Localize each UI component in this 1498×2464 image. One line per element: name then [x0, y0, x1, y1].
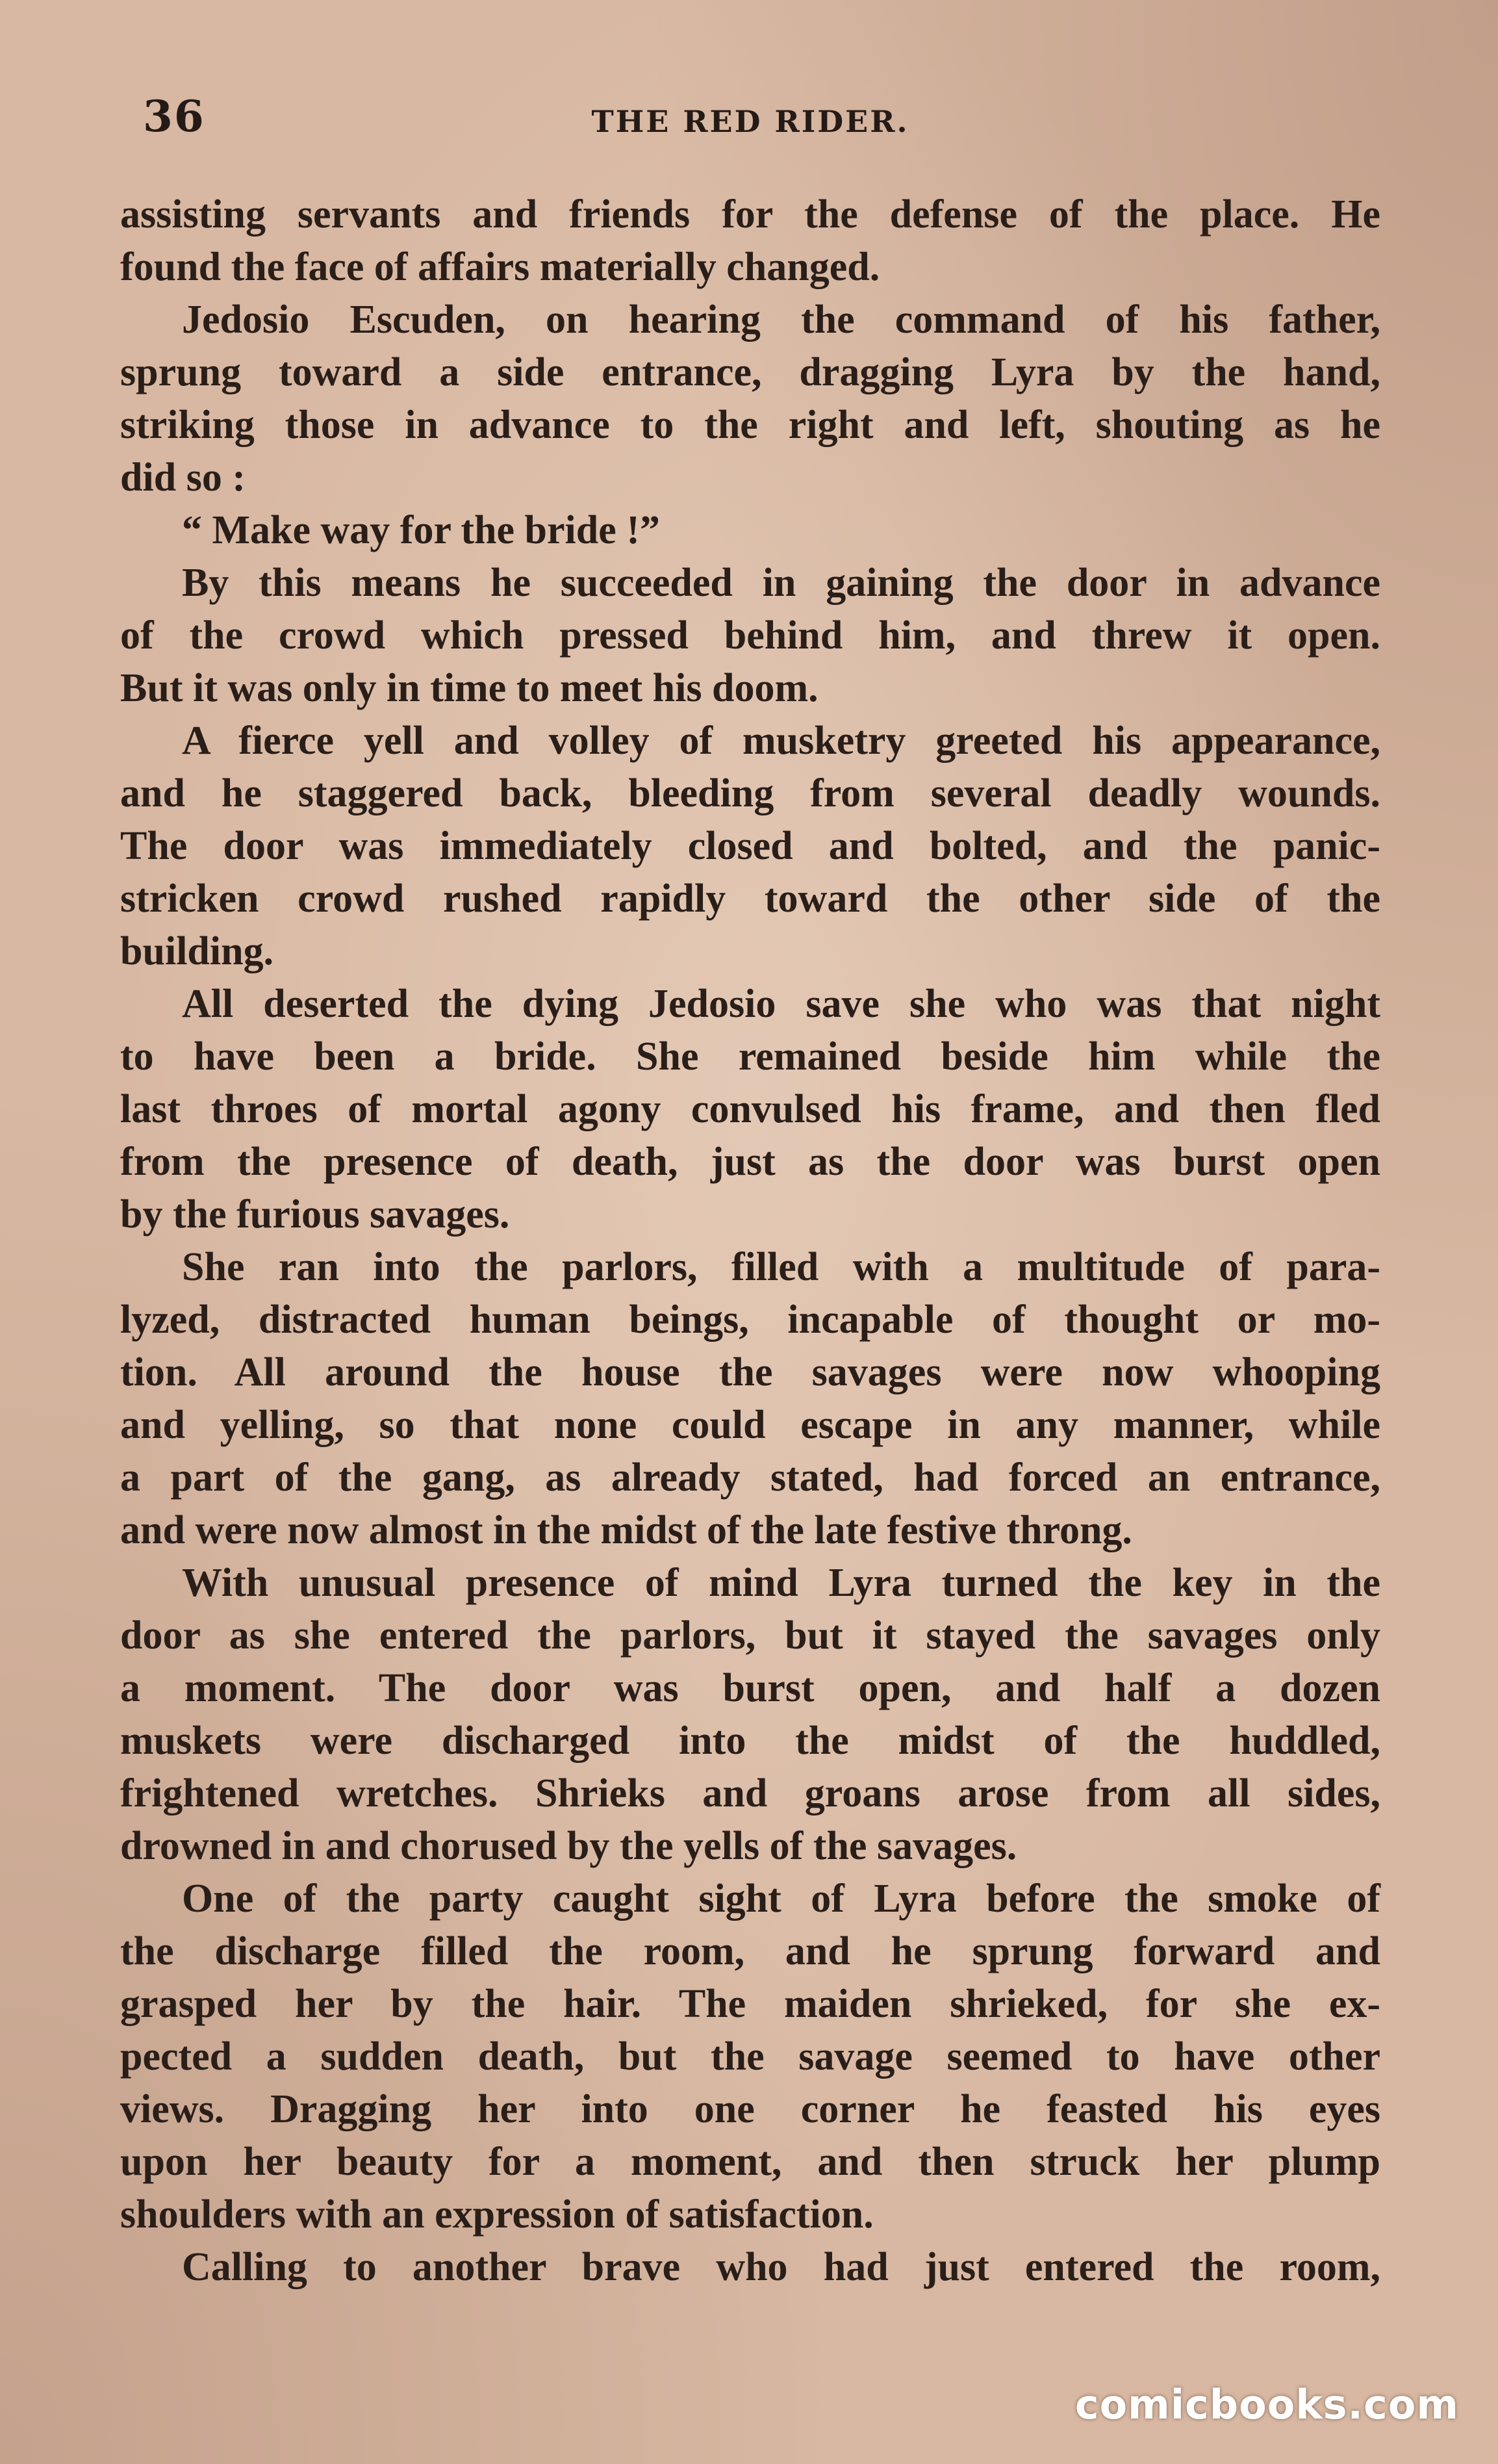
text-line: a moment. The door was burst open, and half a dozen — [120, 1666, 1380, 1710]
text-line: a part of the gang, as already stated, had forced an entrance, — [120, 1456, 1380, 1500]
text-line: stricken crowd rushed rapidly toward the other side of the — [120, 877, 1380, 921]
text-line: of the crowd which pressed behind him, and threw it open. — [120, 613, 1380, 658]
page-number: 36 — [143, 91, 205, 142]
source-watermark: comicbooks.com — [1074, 2381, 1459, 2428]
text-line: pected a sudden death, but the savage seemed to have other — [120, 2034, 1380, 2079]
text-line: grasped her by the hair. The maiden shrieked, for she ex- — [120, 1982, 1380, 2026]
text-line: to have been a bride. She remained beside him while the — [120, 1034, 1380, 1079]
text-line: and were now almost in the midst of the late festive throng. — [120, 1508, 1132, 1552]
text-line: lyzed, distracted human beings, incapable of thought or mo- — [120, 1298, 1380, 1342]
text-line: door as she entered the parlors, but it stayed the savages only — [120, 1613, 1380, 1658]
text-line: shoulders with an expression of satisfaction. — [120, 2192, 874, 2237]
text-line: tion. All around the house the savages were now whooping — [120, 1350, 1380, 1394]
text-line: by the furious savages. — [120, 1192, 510, 1237]
text-line: and yelling, so that none could escape in any manner, while — [120, 1403, 1380, 1447]
text-line: The door was immediately closed and bolted, and the panic- — [120, 824, 1380, 868]
running-head — [123, 78, 1377, 149]
text-line: One of the party caught sight of Lyra before the smoke of — [182, 1877, 1380, 1921]
text-line: “ Make way for the bride !” — [182, 508, 660, 552]
text-line: did so : — [120, 456, 246, 500]
running-title: THE RED RIDER. — [591, 104, 909, 139]
text-line: building. — [120, 929, 274, 973]
text-line: striking those in advance to the right and left, shouting as he — [120, 403, 1380, 447]
text-line: All deserted the dying Jedosio save she who was that night — [182, 982, 1380, 1026]
body-text — [120, 188, 1380, 2294]
text-line: Jedosio Escuden, on hearing the command of his father, — [182, 298, 1380, 342]
text-line: from the presence of death, just as the door was burst open — [120, 1140, 1380, 1184]
text-line: drowned in and chorused by the yells of the savages. — [120, 1824, 1017, 1868]
text-line: views. Dragging her into one corner he feasted his eyes — [120, 2087, 1380, 2131]
text-line: the discharge filled the room, and he sprung forward and — [120, 1929, 1380, 1973]
text-line: With unusual presence of mind Lyra turned the key in the — [182, 1561, 1380, 1605]
text-line: and he staggered back, bleeding from several deadly wounds. — [120, 771, 1380, 815]
text-line: upon her beauty for a moment, and then struck her plump — [120, 2140, 1380, 2184]
text-line: By this means he succeeded in gaining the door in advance — [182, 561, 1380, 605]
text-line: found the face of affairs materially changed. — [120, 245, 880, 289]
text-line: But it was only in time to meet his doom. — [120, 666, 819, 710]
text-line: frightened wretches. Shrieks and groans arose from all sides, — [120, 1771, 1380, 1816]
text-line: sprung toward a side entrance, dragging Lyra by the hand, — [120, 350, 1380, 394]
text-line: A fierce yell and volley of musketry greeted his appearance, — [182, 719, 1380, 763]
text-line: muskets were discharged into the midst of the huddled, — [120, 1719, 1380, 1763]
text-line: assisting servants and friends for the defense of the place. He — [120, 192, 1380, 237]
text-line: Calling to another brave who had just entered the room, — [182, 2245, 1380, 2289]
text-line: She ran into the parlors, filled with a multitude of para- — [182, 1245, 1380, 1289]
text-line: last throes of mortal agony convulsed his frame, and then fled — [120, 1087, 1380, 1131]
